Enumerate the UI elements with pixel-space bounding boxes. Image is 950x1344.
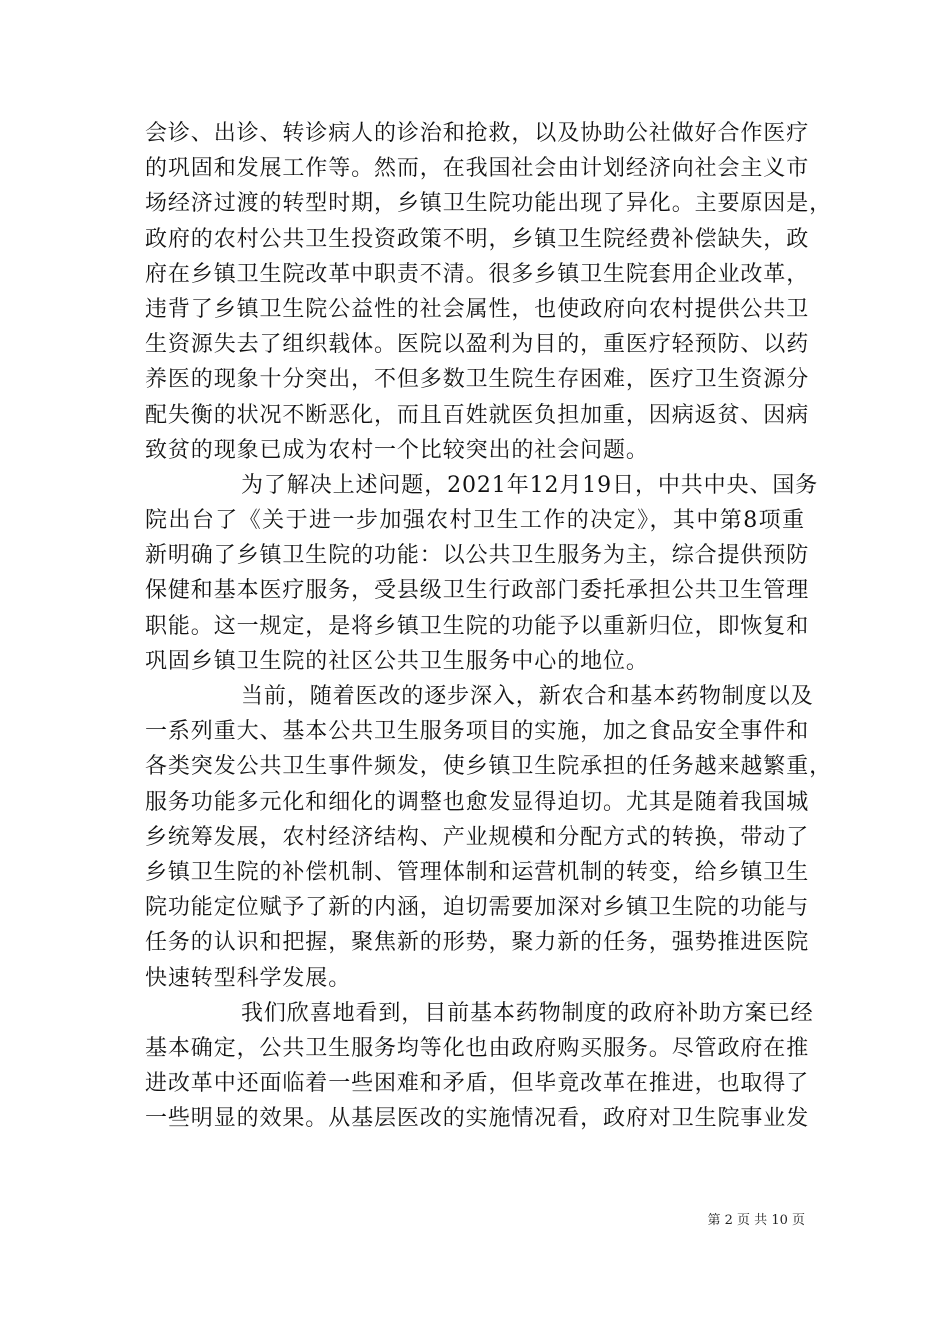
text-line: 快速转型科学发展。 <box>145 965 352 991</box>
text-line: 职能。这一规定，是将乡镇卫生院的功能予以重新归位，即恢复和 <box>145 613 810 639</box>
text-line: 乡镇卫生院的补偿机制、管理体制和运营机制的转变，给乡镇卫生 <box>145 859 810 885</box>
body-text <box>145 116 833 1136</box>
text-line: 府在乡镇卫生院改革中职责不清。很多乡镇卫生院套用企业改革， <box>145 261 810 287</box>
text-line: 巩固乡镇卫生院的社区公共卫生服务中心的地位。 <box>145 648 649 674</box>
text-line: 各类突发公共卫生事件频发，使乡镇卫生院承担的任务越来越繁重， <box>145 754 833 780</box>
text-line: 政府的农村公共卫生投资政策不明，乡镇卫生院经费补偿缺失，政 <box>145 226 810 252</box>
text-line: 的巩固和发展工作等。然而，在我国社会由计划经济向社会主义市 <box>145 156 810 182</box>
paragraph-first-line: 我们欣喜地看到，目前基本药物制度的政府补助方案已经 <box>241 1000 814 1026</box>
text-line: 一些明显的效果。从基层医改的实施情况看，政府对卫生院事业发 <box>145 1106 810 1132</box>
paragraph-first-line: 为了解决上述问题，2021年12月19日，中共中央、国务 <box>241 472 819 498</box>
text-line: 生资源失去了组织载体。医院以盈利为目的，重医疗轻预防、以药 <box>145 332 810 358</box>
text-line: 保健和基本医疗服务，受县级卫生行政部门委托承担公共卫生管理 <box>145 578 810 604</box>
text-line: 任务的认识和把握，聚焦新的形势，聚力新的任务，强势推进医院 <box>145 930 810 956</box>
text-line: 基本确定，公共卫生服务均等化也由政府购买服务。尽管政府在推 <box>145 1035 810 1061</box>
text-line: 服务功能多元化和细化的调整也愈发显得迫切。尤其是随着我国城 <box>145 789 810 815</box>
page-number: 第 2 页 共 10 页 <box>707 1213 805 1228</box>
text-line: 一系列重大、基本公共卫生服务项目的实施，加之食品安全事件和 <box>145 719 810 745</box>
text-line: 场经济过渡的转型时期，乡镇卫生院功能出现了异化。主要原因是， <box>145 191 833 217</box>
text-line: 养医的现象十分突出，不但多数卫生院生存困难，医疗卫生资源分 <box>145 367 810 393</box>
text-line: 进改革中还面临着一些困难和矛盾，但毕竟改革在推进，也取得了 <box>145 1071 810 1097</box>
text-line: 致贫的现象已成为农村一个比较突出的社会问题。 <box>145 437 649 463</box>
text-line: 乡统筹发展，农村经济结构、产业规模和分配方式的转换，带动了 <box>145 824 810 850</box>
text-line: 违背了乡镇卫生院公益性的社会属性，也使政府向农村提供公共卫 <box>145 296 810 322</box>
text-line: 会诊、出诊、转诊病人的诊治和抢救，以及协助公社做好合作医疗 <box>145 121 810 146</box>
text-line: 院功能定位赋予了新的内涵，迫切需要加深对乡镇卫生院的功能与 <box>145 895 810 921</box>
text-line: 配失衡的状况不断恶化，而且百姓就医负担加重，因病返贫、因病 <box>145 402 810 428</box>
text-line: 新明确了乡镇卫生院的功能：以公共卫生服务为主，综合提供预防 <box>145 543 810 569</box>
paragraph-first-line: 当前，随着医改的逐步深入，新农合和基本药物制度以及 <box>241 684 814 709</box>
text-line: 院出台了《关于进一步加强农村卫生工作的决定》，其中第8项重 <box>145 508 805 534</box>
